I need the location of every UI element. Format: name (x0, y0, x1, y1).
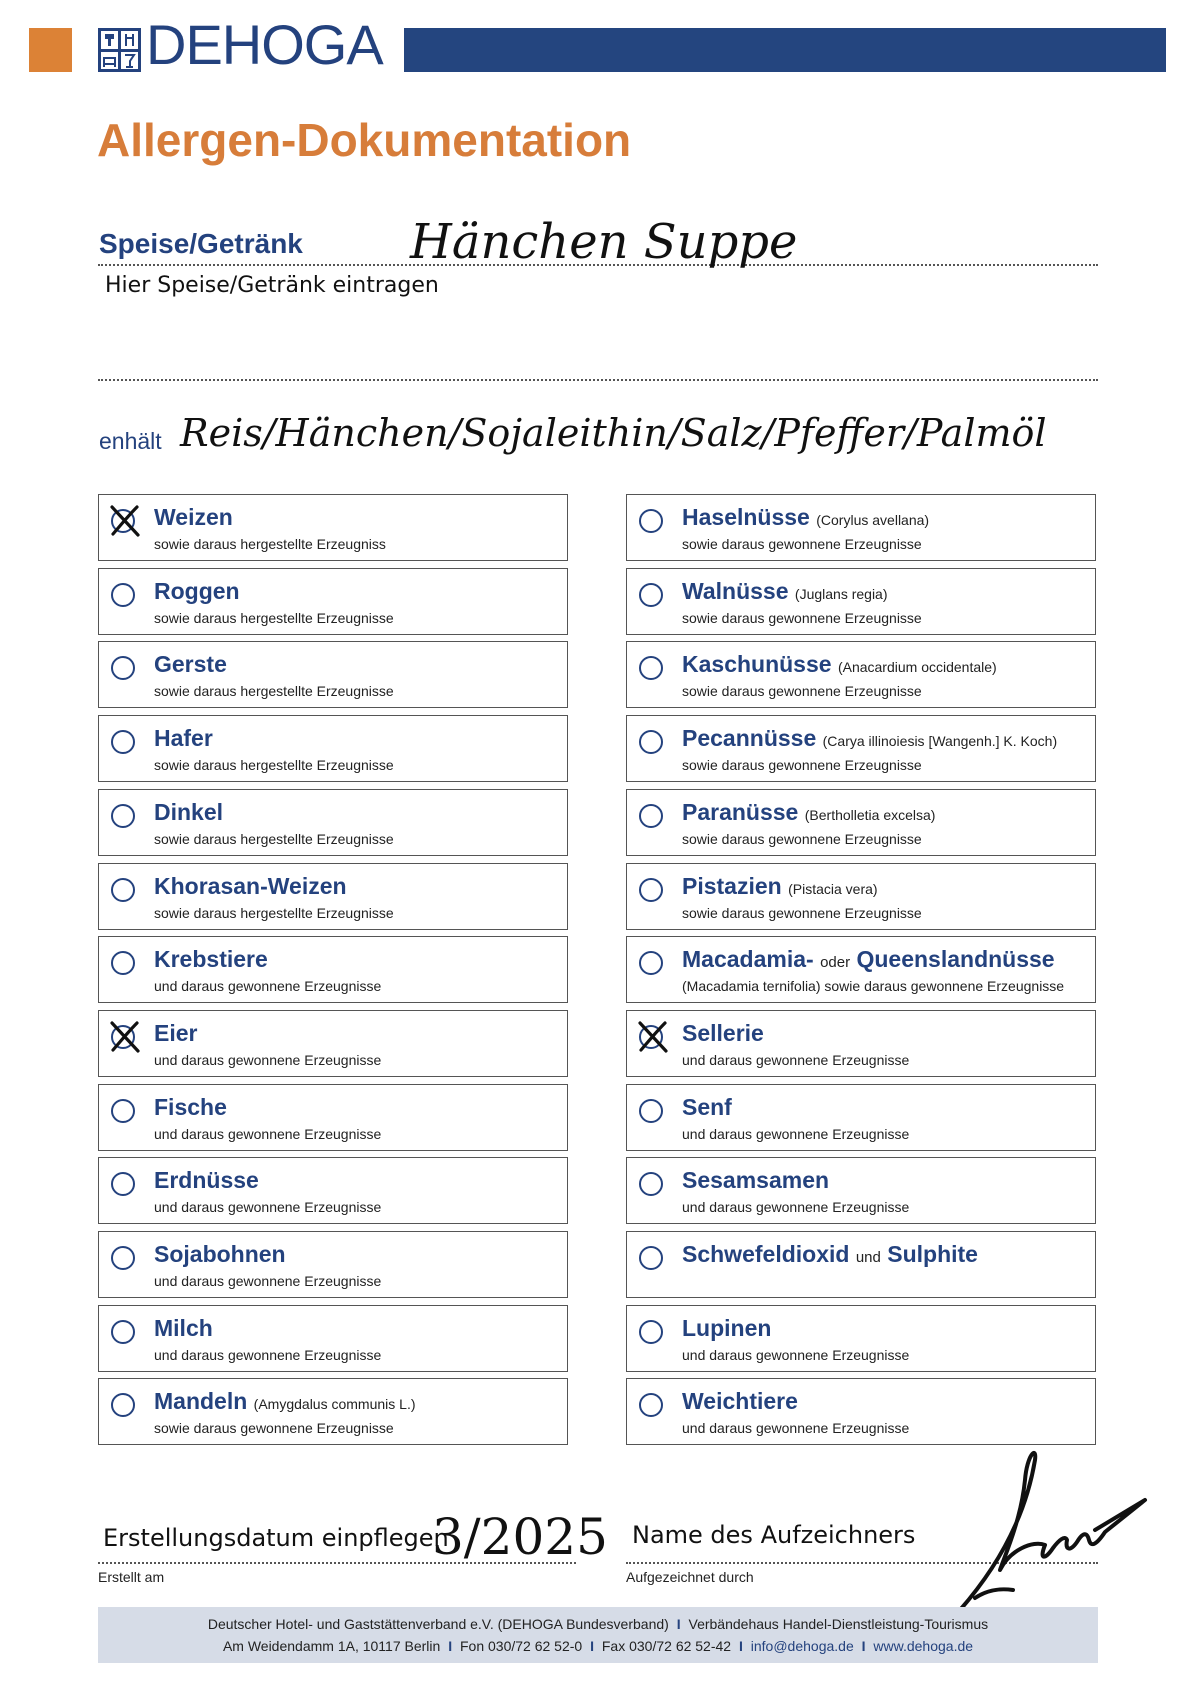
allergen-item (626, 641, 1096, 708)
allergen-item (626, 1010, 1096, 1077)
allergen-subtitle: sowie daraus gewonnene Erzeugnisse (682, 609, 922, 626)
cross-mark-icon (108, 504, 142, 538)
allergen-subtitle: sowie daraus gewonnene Erzeugnisse (682, 683, 922, 700)
allergen-checkbox[interactable] (639, 1025, 663, 1049)
allergen-checkbox[interactable] (111, 656, 135, 680)
signature (955, 1440, 1150, 1620)
footer-separator: I (861, 1638, 866, 1654)
contains-label: enhält (99, 428, 162, 454)
allergen-name-text: Mandeln (154, 1388, 248, 1415)
allergen-name (682, 872, 878, 899)
allergen-subtitle: sowie daraus hergestellte Erzeugnisse (154, 830, 394, 847)
allergen-name (682, 727, 1057, 750)
allergen-subtitle: und daraus gewonnene Erzeugnisse (154, 1125, 382, 1142)
allergen-name-text: Weizen (154, 504, 233, 530)
allergen-checkbox[interactable] (639, 1246, 663, 1270)
allergen-subtitle: sowie daraus gewonnene Erzeugnisse (682, 904, 922, 921)
allergen-name-text: Lupinen (682, 1314, 772, 1341)
allergen-name-text: Weichtiere (682, 1388, 798, 1415)
footer-band (98, 1607, 1098, 1663)
allergen-checkbox[interactable] (639, 1320, 663, 1344)
allergen-subtitle: sowie daraus hergestellte Erzeugnisse (154, 609, 394, 626)
allergen-item (98, 1231, 568, 1298)
dish-value-handwritten[interactable]: Hänchen Suppe (410, 214, 798, 270)
allergen-checkbox[interactable] (639, 730, 663, 754)
allergen-subtitle: und daraus gewonnene Erzeugnisse (154, 1051, 382, 1068)
cross-mark-icon (108, 1020, 142, 1054)
allergen-name-text: Paranüsse (682, 798, 799, 825)
allergen-name-conjunction: oder (820, 954, 851, 972)
allergen-checkbox[interactable] (111, 804, 135, 828)
allergen-name-text: Kaschunüsse (682, 651, 832, 678)
allergen-checkbox[interactable] (111, 1025, 135, 1049)
orange-accent-square (29, 28, 72, 72)
allergen-checkbox[interactable] (111, 1393, 135, 1417)
allergen-subtitle: sowie daraus hergestellte Erzeugnisse (154, 904, 394, 921)
allergen-item (98, 1010, 568, 1077)
footer-organisation: Deutscher Hotel- und Gaststättenverband e.V. (DEHOGA Bundesverband) (207, 1616, 669, 1632)
header-blue-bar (404, 28, 1166, 72)
allergen-subtitle: sowie daraus gewonnene Erzeugnisse (682, 757, 922, 774)
footer-address: Am Weidendamm 1A, 10117 Berlin (222, 1638, 441, 1654)
allergen-name (154, 727, 213, 750)
allergen-item (626, 789, 1096, 856)
allergen-name-text-2: Sulphite (887, 1241, 978, 1267)
allergen-name-text: Roggen (154, 577, 240, 604)
allergen-item (98, 715, 568, 782)
allergen-item (626, 1378, 1096, 1445)
allergen-checkbox[interactable] (639, 878, 663, 902)
allergen-name (154, 1169, 259, 1192)
allergen-subtitle: und daraus gewonnene Erzeugnisse (154, 1273, 382, 1289)
allergen-name-text: Eier (154, 1019, 198, 1046)
allergen-name (682, 1314, 772, 1341)
footer-fax: Fax 030/72 62 52-42 (601, 1638, 732, 1654)
allergen-checkbox[interactable] (111, 509, 135, 533)
allergen-name-text: Pistazien (682, 872, 782, 899)
dish-line-2 (98, 379, 1098, 381)
allergen-latin-name: (Corylus avellana) (816, 512, 930, 528)
allergen-item (98, 1084, 568, 1151)
allergen-name (682, 1243, 978, 1266)
allergen-subtitle: und daraus gewonnene Erzeugnisse (682, 1125, 910, 1142)
page-title: Allergen-Dokumentation (97, 114, 632, 166)
allergen-name (154, 1390, 416, 1413)
allergen-checkbox[interactable] (111, 1320, 135, 1344)
allergen-name-text: Pecannüsse (682, 725, 817, 752)
allergen-item (626, 1231, 1096, 1298)
allergen-checkbox[interactable] (111, 1246, 135, 1270)
allergen-subtitle: sowie daraus gewonnene Erzeugnisse (154, 1420, 394, 1437)
allergen-name (682, 653, 997, 676)
footer-email-link[interactable]: info@dehoga.de (750, 1638, 854, 1654)
dehoga-logo-icon (98, 28, 141, 72)
allergen-name-text: Haselnüsse (682, 504, 810, 530)
allergen-subtitle: sowie daraus gewonnene Erzeugnisse (682, 536, 922, 552)
allergen-latin-name: (Carya illinoiesis [Wangenh.] K. Koch) (822, 733, 1058, 750)
footer-separator: I (738, 1638, 743, 1654)
allergen-item (98, 936, 568, 1003)
allergen-subtitle: sowie daraus hergestellte Erzeugnisse (154, 757, 394, 774)
allergen-checkbox[interactable] (111, 1099, 135, 1123)
dish-label: Speise/Getränk (99, 228, 303, 259)
recorder-caption: Aufgezeichnet durch (626, 1569, 754, 1585)
allergen-checkbox[interactable] (639, 1393, 663, 1417)
allergen-name (154, 1243, 286, 1266)
footer-line-1 (98, 1616, 1098, 1632)
allergen-name (154, 872, 347, 899)
allergen-latin-name: (Anacardium occidentale) (837, 659, 997, 676)
brand-wordmark: DEHOGA (146, 13, 383, 76)
dish-placeholder: Hier Speise/Getränk eintragen (105, 273, 439, 298)
allergen-subtitle: und daraus gewonnene Erzeugnisse (154, 978, 382, 995)
allergen-name-conjunction: und (855, 1249, 881, 1266)
allergen-item (626, 936, 1096, 1003)
allergen-name (154, 948, 268, 971)
footer-line-2 (98, 1638, 1098, 1654)
allergen-name (682, 1093, 732, 1120)
allergen-subtitle: und daraus gewonnene Erzeugnisse (682, 1346, 910, 1363)
date-value-handwritten[interactable]: 3/2025 (432, 1508, 608, 1566)
footer-house: Verbändehaus Handel-Dienstleistung-Tourismus (688, 1616, 989, 1632)
allergen-item (98, 641, 568, 708)
allergen-name (154, 1019, 198, 1046)
footer-phone: Fon 030/72 62 52-0 (459, 1638, 583, 1654)
allergen-name-text: Krebstiere (154, 946, 268, 973)
allergen-name (154, 1314, 213, 1341)
allergen-item (98, 789, 568, 856)
allergen-subtitle: und daraus gewonnene Erzeugnisse (682, 1199, 910, 1216)
allergen-latin-name: (Pistacia vera) (788, 880, 878, 897)
allergen-name-text: Sellerie (682, 1019, 764, 1046)
allergen-name (682, 798, 936, 825)
allergen-name (682, 506, 929, 529)
allergen-name-text: Sesamsamen (682, 1167, 830, 1194)
allergen-name-text: Schwefeldioxid (682, 1241, 850, 1267)
allergen-checkbox[interactable] (639, 509, 663, 533)
allergen-name-text: Senf (682, 1093, 732, 1120)
allergen-checkbox[interactable] (639, 1172, 663, 1196)
allergen-name (682, 1019, 764, 1046)
date-line (98, 1562, 576, 1564)
allergen-name-text: Sojabohnen (154, 1241, 286, 1267)
allergen-item (626, 863, 1096, 930)
allergen-name-text: Khorasan-Weizen (154, 872, 347, 899)
allergen-checkbox[interactable] (111, 1172, 135, 1196)
contains-value-handwritten[interactable]: Reis/Hänchen/Sojaleithin/Salz/Pfeffer/Palmöl (180, 411, 1047, 455)
allergen-item (98, 1305, 568, 1372)
allergen-name-text: Fische (154, 1093, 227, 1120)
allergen-item (626, 1157, 1096, 1224)
allergen-item (98, 1378, 568, 1445)
allergen-subtitle: sowie daraus hergestellte Erzeugnisse (154, 683, 394, 700)
allergen-checkbox[interactable] (639, 804, 663, 828)
allergen-name-text: Gerste (154, 651, 227, 678)
allergen-name (682, 577, 888, 604)
allergen-checkbox[interactable] (639, 656, 663, 680)
allergen-latin-name: (Juglans regia) (794, 585, 888, 602)
allergen-name-text: Hafer (154, 725, 213, 752)
allergen-name-text: Dinkel (154, 798, 224, 825)
allergen-checkbox[interactable] (639, 583, 663, 607)
allergen-item (98, 1157, 568, 1224)
allergen-name (154, 653, 227, 676)
allergen-item (626, 568, 1096, 635)
allergen-item (626, 715, 1096, 782)
allergen-checkbox[interactable] (639, 951, 663, 975)
allergen-item (98, 863, 568, 930)
allergen-name (154, 506, 233, 529)
allergen-name-text: Walnüsse (682, 577, 789, 604)
allergen-item (626, 1084, 1096, 1151)
allergen-name-text: Macadamia- (682, 946, 814, 973)
allergen-item (98, 494, 568, 561)
recorder-prompt: Name des Aufzeichners (632, 1521, 916, 1549)
allergen-checkbox[interactable] (111, 583, 135, 607)
allergen-name-text: Milch (154, 1314, 213, 1341)
allergen-checkbox[interactable] (111, 878, 135, 902)
allergen-name (154, 577, 240, 604)
allergen-name (682, 948, 1055, 971)
allergen-subtitle: und daraus gewonnene Erzeugnisse (682, 1051, 910, 1068)
allergen-checkbox[interactable] (111, 730, 135, 754)
allergen-latin-name: (Amygdalus communis L.) (253, 1396, 416, 1413)
allergen-checkbox[interactable] (111, 951, 135, 975)
date-prompt: Erstellungsdatum einpflegen (103, 1524, 449, 1552)
allergen-item (98, 568, 568, 635)
allergen-name (682, 1390, 798, 1413)
allergen-latin-name: (Bertholletia excelsa) (804, 806, 936, 823)
allergen-name-text-2: Queenslandnüsse (856, 946, 1055, 973)
footer-website-link[interactable]: www.dehoga.de (873, 1638, 974, 1654)
footer-separator: I (448, 1638, 453, 1654)
allergen-subtitle: sowie daraus hergestellte Erzeugniss (154, 536, 386, 552)
allergen-checkbox[interactable] (639, 1099, 663, 1123)
allergen-subtitle: und daraus gewonnene Erzeugnisse (682, 1420, 910, 1437)
allergen-name (682, 1169, 829, 1192)
allergen-subtitle: (Macadamia ternifolia) sowie daraus gewonnene Erzeugnisse (682, 978, 1065, 995)
allergen-subtitle: und daraus gewonnene Erzeugnisse (154, 1346, 382, 1363)
allergen-name-text: Erdnüsse (154, 1167, 259, 1194)
footer-separator: I (590, 1638, 594, 1654)
footer-separator: I (676, 1616, 681, 1632)
allergen-item (626, 494, 1096, 561)
allergen-subtitle: und daraus gewonnene Erzeugnisse (154, 1199, 382, 1216)
allergen-item (626, 1305, 1096, 1372)
allergen-name (154, 798, 224, 825)
allergen-name (154, 1093, 227, 1120)
cross-mark-icon (636, 1020, 670, 1054)
date-caption: Erstellt am (98, 1569, 165, 1585)
allergen-subtitle: sowie daraus gewonnene Erzeugnisse (682, 830, 922, 847)
